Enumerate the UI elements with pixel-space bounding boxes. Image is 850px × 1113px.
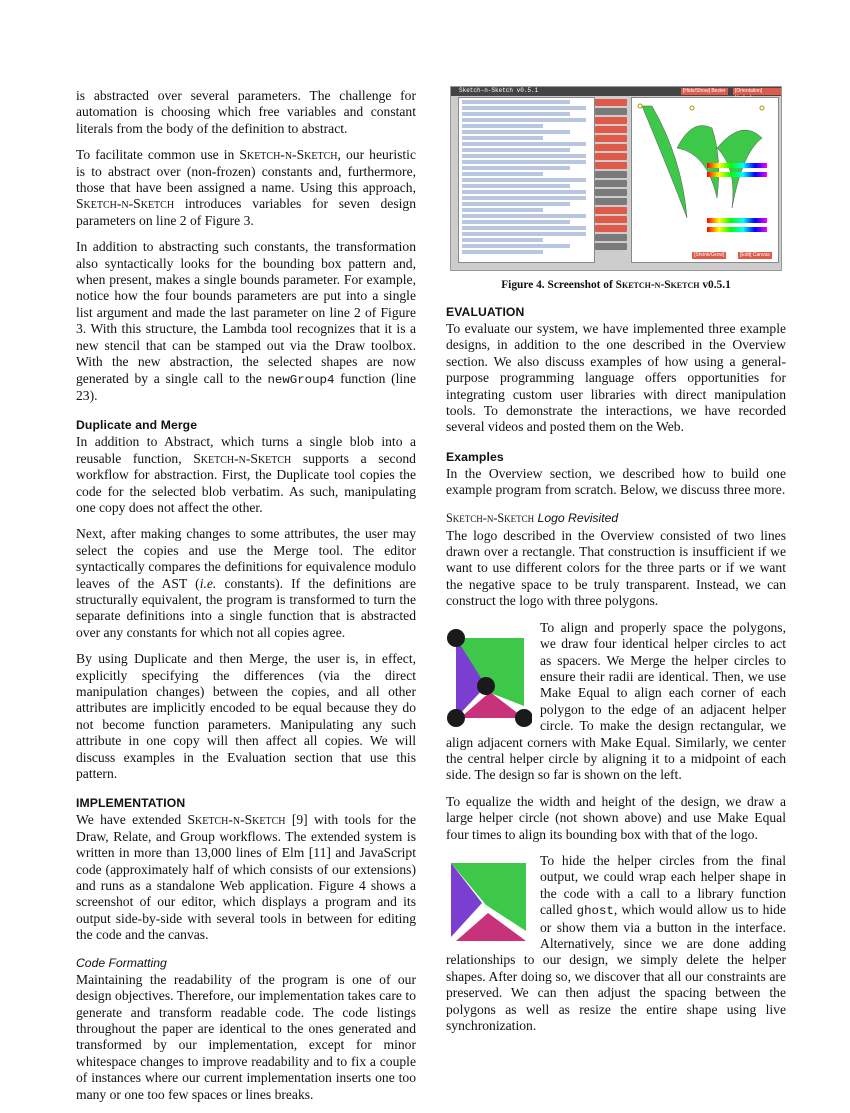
- paragraph: Maintaining the readability of the program is one of our design objectives. Therefore, our implementation takes care to generate and transform readable code. The code listings throughout the paper are identical to the ones generated and transformed by our implementation, except for minor whitespace changes to improve readability and to fix a couple of instances where our current implementation inserts one too many or one too few spaces or lines breaks.: [76, 971, 416, 1102]
- paragraph: In the Overview section, we described how to build one example program from scratch. Below, we discuss three more.: [446, 465, 786, 498]
- window-titlebar: [451, 87, 781, 96]
- tool-buttons-pane: [594, 97, 628, 252]
- paragraph: We have extended Sketch-n-Sketch [9] with tools for the Draw, Relate, and Group workflows. The extended system is written in more than 13,000 lines of Elm [11] and JavaScript code (approximately half of which consists of our extensions) and runs as a standalone Web application. Figure 4 shows a screenshot of our editor, which displays a program and its output side-by-side with several tools in between for editing the code and the canvas.: [76, 812, 417, 943]
- sns-name: Sketch-n-Sketch: [76, 196, 175, 212]
- top-button: [Hide/Show] Bezier: [683, 88, 726, 94]
- paragraph: In addition to abstracting such constants, the transformation also syntactically looks for the bounding box pattern and, when present, makes a single bounds parameter. For example, notice how the four bounds parameters are put into a single list argument and made the last parameter on line 2 of Figure 3. With this structure, the Lambda tool recognizes that it is a new stencil that can be stamped out via the Draw toolbox. With the new abstraction, the selected shapes are now generated by a single call to the newGroup4 function (line 23).: [76, 239, 416, 403]
- sns-name: Sketch-n-Sketch: [239, 147, 338, 163]
- paragraph: In addition to Abstract, which turns a single blob into a reusable function, Sketch-n-Sketch supports a second workflow for abstraction. First, the Duplicate tool copies the code for the selected blob verbatim. As such, manipulating one copy does not affect the other.: [76, 434, 416, 515]
- helper-circle: [515, 709, 532, 727]
- output-canvas-pane: [631, 97, 779, 263]
- heading-implementation: IMPLEMENTATION: [76, 796, 186, 811]
- bottom-button: [Shrink/Grow]: [694, 252, 725, 258]
- right-column: [446, 86, 786, 1044]
- paragraph: To align and properly space the polygons, we draw four identical helper circles to act as spacers. We Merge the helper circles to ensure their radii are identical. Then, we use Make Equal to align each corner of each polygon to the edge of an adjacent helper circle. To make the design rectangular, we align adjacent corners with Make Equal. Similarly, we center the central helper circle by aligning it to a midpoint of each side. The design so far is shown on the left.: [446, 619, 786, 783]
- heading-evaluation: EVALUATION: [446, 305, 525, 319]
- ie-italic: i.e.: [199, 575, 217, 591]
- helper-circle: [477, 677, 495, 695]
- code-ghost: ghost: [576, 904, 614, 919]
- paragraph: By using Duplicate and then Merge, the user is, in effect, explicitly specifying the differences (via the direct manipulation changes) between the copies, and all other attributes are implicitly encoded to be equal because they do not become function parameters. Manipulating any such attribute in one copy will then affect all copies. We will discuss examples in the Evaluation section that use this pattern.: [76, 651, 416, 782]
- helper-circle: [447, 629, 465, 647]
- final-logo-figure: [446, 859, 532, 949]
- paragraph: To facilitate common use in Sketch-n-Sketch, our heuristic is to abstract over (non-frozen) constants and, furthermore, those that have been assigned a name. Using this approach, Sketch-n-Sketch introduces variables for seven design parameters on line 2 of Figure 3.: [76, 147, 416, 228]
- top-button: [Orientation]: [733, 88, 781, 95]
- code-newgroup4: newGroup4: [267, 372, 335, 387]
- paragraph: is abstracted over several parameters. The challenge for automation is choosing which free variables and constant literals from the body of the definition to abstract.: [76, 88, 416, 136]
- paragraph: The logo described in the Overview consisted of two lines drawn over a rectangle. That construction is insufficient if we want to use different colors for the three parts or if we want the negative space to be truly transparent. Instead, we can construct the logo with three polygons.: [446, 527, 786, 609]
- heading-duplicate-merge: Duplicate and Merge: [76, 418, 198, 433]
- final-logo-drawing: [446, 859, 532, 949]
- bottom-button: [Edit] Canvas: [740, 252, 770, 258]
- figure-4-screenshot: [450, 86, 782, 271]
- paragraph: To hide the helper circles from the final output, we could wrap each helper shape in the code with a call to a library function called ghost, which would allow us to hide or show them via a button in the interface. Alternatively, since we are done adding relationships to our design, we simply delete the helper shapes. After doing so, we discover that all our constraints are preserved. We can then adjust the spacing between the polygons as well as resize the entire shape using live synchronization.: [446, 852, 786, 1034]
- helper-circle: [447, 709, 465, 727]
- logo-helper-drawing: [446, 626, 532, 730]
- logo-with-helper-circles-figure: [446, 626, 532, 730]
- heading-examples: Examples: [446, 449, 504, 464]
- heading-code-formatting: Code Formatting: [76, 955, 167, 970]
- paragraph: To equalize the width and height of the design, we draw a large helper circle (not shown above) and use Make Equal four times to align its bounding box with that of the logo.: [446, 793, 786, 842]
- heading-logo-revisited: Sketch-n-Sketch Logo Revisited: [446, 510, 619, 525]
- left-column: [76, 88, 416, 1113]
- paragraph: To evaluate our system, we have implemented three example designs, in addition to the one described in the Overview section. We also discuss examples of how using a general-purpose programming language offers opportunities for integrating custom user libraries with direct manipulation tools. To demonstrate the interactions, we have recorded several videos and posted them on the Web.: [446, 321, 786, 435]
- figure-4-caption: Figure 4. Screenshot of Sketch-n-Sketch v0.5.1: [501, 279, 731, 291]
- sns-name: Sketch-n-Sketch: [193, 450, 292, 466]
- window-title: Sketch-n-Sketch v0.5.1: [459, 87, 539, 94]
- code-editor-pane: [458, 97, 595, 263]
- paragraph: Next, after making changes to some attributes, the user may select the copies and use the Merge tool. The editor syntactically compares the definitions for equivalence modulo leaves of the AST (i.e. constants). If the definitions are structurally equivalent, the program is transformed to turn the separate definitions into a single function that is abstracted over any constants for which not all copies agree.: [76, 526, 416, 640]
- canvas-drawing: [632, 98, 778, 262]
- sns-name: Sketch-n-Sketch: [187, 812, 286, 828]
